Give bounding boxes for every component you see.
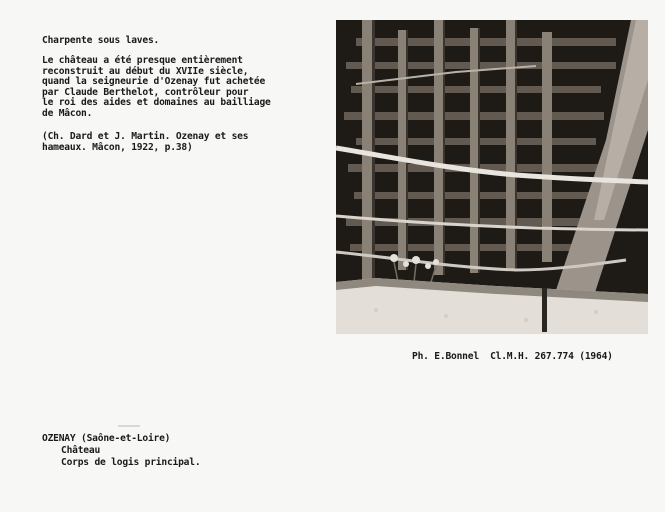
location-part: Corps de logis principal. <box>61 457 201 468</box>
photo-drawing <box>336 20 648 334</box>
caption-description: Le château a été presque entièrement reconstruit au début du XVIIe siècle, quand la seigneurie d'Ozenay fut achetée par Claude Berthelot, contrôleur pour le roi des aides et domaines au bailliage de Mâcon. <box>42 55 271 119</box>
caption-title: Charpente sous laves. <box>42 35 160 46</box>
divider-mark <box>118 425 140 427</box>
bibliographic-citation: (Ch. Dard et J. Martin. Ozenay et ses hameaux. Mâcon, 1922, p.38) <box>42 131 249 153</box>
location-building: Château <box>61 445 101 456</box>
photo-credit: Ph. E.Bonnel Cl.M.H. 267.774 (1964) <box>412 351 613 362</box>
location-place: OZENAY (Saône-et-Loire) <box>42 433 171 444</box>
roof-timber-framing-photo <box>336 20 648 334</box>
